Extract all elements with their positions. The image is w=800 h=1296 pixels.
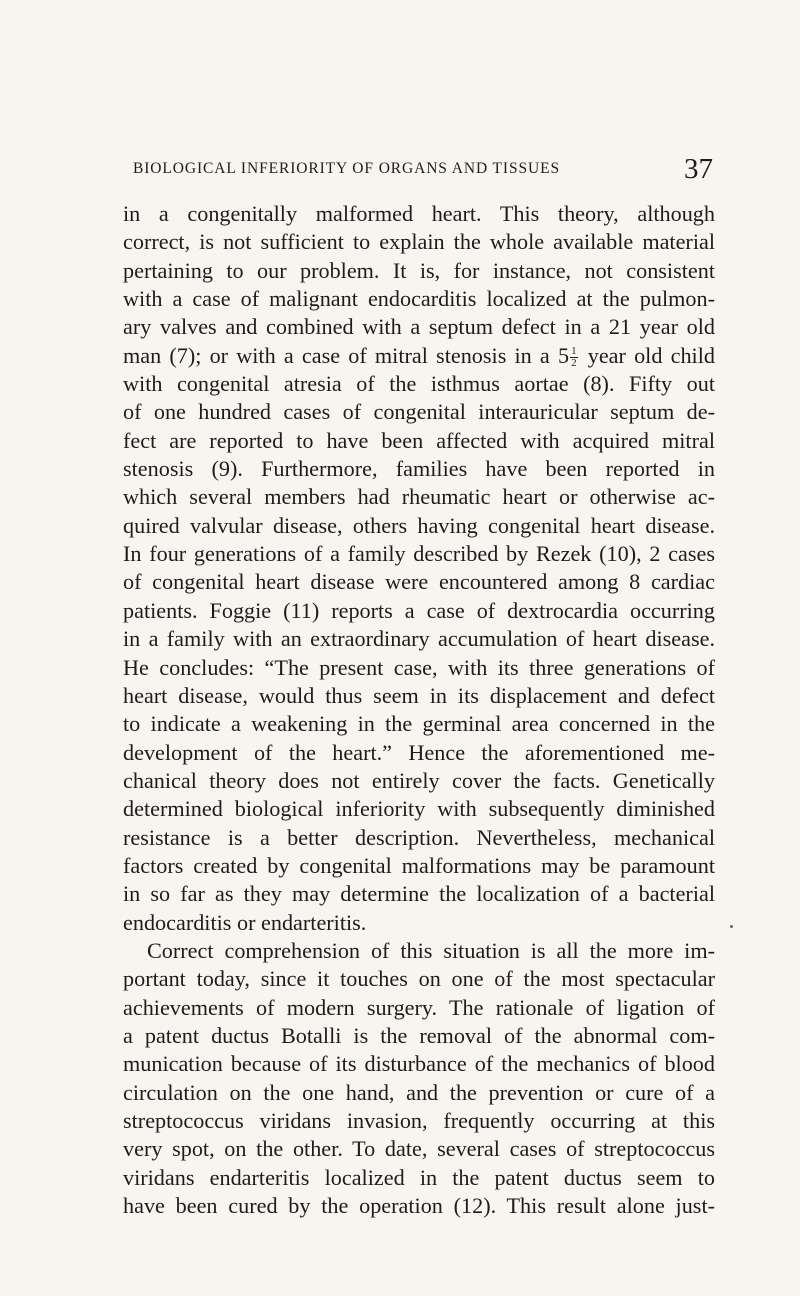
fraction-numerator: 1 xyxy=(571,345,577,358)
text-line: have been cured by the operation (12). This result alone just- xyxy=(123,1193,715,1219)
margin-mark xyxy=(730,925,733,928)
fraction-line-before: man (7); or with a case of mitral stenosis in a 5 xyxy=(123,342,570,368)
text-line: factors created by congenital malformations may be paramount xyxy=(123,852,715,878)
text-line: with congenital atresia of the isthmus aortae (8). Fifty out xyxy=(123,371,715,397)
text-line: fect are reported to have been affected with acquired mitral xyxy=(123,427,715,453)
text-line: patients. Foggie (11) reports a case of dextrocardia occurring xyxy=(123,597,715,623)
text-line: viridans endarteritis localized in the patent ductus seem to xyxy=(123,1164,715,1190)
text-line: of congenital heart disease were encountered among 8 cardiac xyxy=(123,569,715,595)
text-line: development of the heart.” Hence the aforementioned me- xyxy=(123,739,715,765)
text-line: a patent ductus Botalli is the removal of the abnormal com- xyxy=(123,1022,715,1048)
text-line: of one hundred cases of congenital interauricular septum de- xyxy=(123,399,715,425)
text-line: determined biological inferiority with subsequently diminished xyxy=(123,796,715,822)
text-line: very spot, on the other. To date, several cases of streptococcus xyxy=(123,1136,715,1162)
text-line: correct, is not sufficient to explain the whole available material xyxy=(123,229,715,255)
text-line: in a family with an extraordinary accumulation of heart disease. xyxy=(123,626,715,652)
text-line: streptococcus viridans invasion, frequently occurring at this xyxy=(123,1108,715,1133)
text-line: Correct comprehension of this situation is all the more im- xyxy=(147,937,715,963)
page-header xyxy=(133,152,713,192)
text-line: In four generations of a family described by Rezek (10), 2 cases xyxy=(123,541,715,567)
body-text xyxy=(123,200,715,1220)
text-line: in so far as they may determine the localization of a bacterial xyxy=(123,881,715,907)
text-line: He concludes: “The present case, with its three generations of xyxy=(123,654,715,680)
page-number: 37 xyxy=(684,153,713,185)
text-line: ary valves and combined with a septum defect in a 21 year old xyxy=(123,314,715,340)
text-line: chanical theory does not entirely cover the facts. Genetically xyxy=(123,767,715,793)
text-line: pertaining to our problem. It is, for instance, not consistent xyxy=(123,257,715,283)
text-line-with-fraction xyxy=(123,342,715,370)
text-line: heart disease, would thus seem in its displacement and defect xyxy=(123,682,715,708)
text-line: which several members had rheumatic heart or otherwise ac- xyxy=(123,484,715,510)
text-line: portant today, since it touches on one of the most spectacular xyxy=(123,966,715,992)
text-line: endocarditis or endarteritis. xyxy=(123,909,367,935)
text-line: with a case of malignant endocarditis localized at the pulmon- xyxy=(123,286,715,312)
fraction-line-after: year old child xyxy=(579,342,715,368)
fraction-denominator: 2 xyxy=(571,357,577,370)
text-line: circulation on the one hand, and the prevention or cure of a xyxy=(123,1079,715,1105)
text-line: stenosis (9). Furthermore, families have been reported in xyxy=(123,456,715,482)
text-line: achievements of modern surgery. The rationale of ligation of xyxy=(123,994,715,1020)
text-line: quired valvular disease, others having congenital heart disease. xyxy=(123,512,715,538)
fraction xyxy=(570,346,578,369)
text-line: munication because of its disturbance of the mechanics of blood xyxy=(123,1051,715,1077)
text-line: in a congenitally malformed heart. This theory, although xyxy=(123,201,715,226)
text-line: to indicate a weakening in the germinal area concerned in the xyxy=(123,711,715,737)
running-head: BIOLOGICAL INFERIORITY OF ORGANS AND TISSUES xyxy=(133,160,560,177)
text-line: resistance is a better description. Nevertheless, mechanical xyxy=(123,824,715,850)
